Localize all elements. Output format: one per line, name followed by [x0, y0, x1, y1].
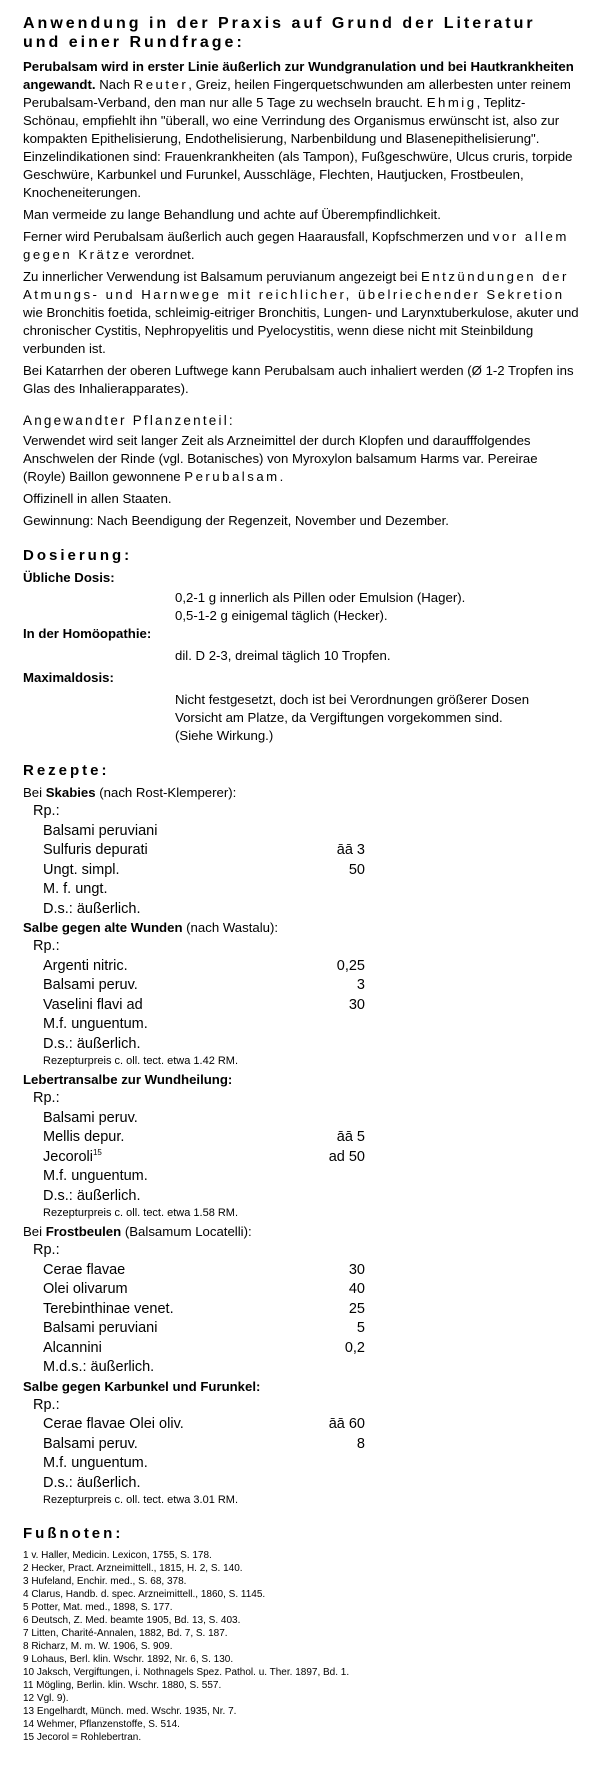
internal-text-2: wie Bronchitis foetida, schleimig-eitriger Bronchitis, Lungen- und Larynxtuberkulose, akuter und chronischer Cystitis, Nephropyelitis und Pyelocystitis, wenn diese nicht mit Steinbildung verbunden ist.: [23, 305, 579, 356]
ingredient-amount: 40: [348, 1281, 365, 1297]
footnote-item: 12 Vgl. 9).: [23, 1693, 69, 1704]
ingredient-name: Balsami peruviani: [43, 1320, 158, 1336]
max-dose-line-2: Vorsicht am Platze, da Vergiftungen vorgekommen sind.: [175, 710, 503, 725]
external-use-paragraph: [23, 228, 581, 264]
ingredient-row: M.f. unguentum.: [43, 1016, 148, 1032]
ingredient-row: [23, 1415, 581, 1435]
ingredient-name: [43, 1148, 283, 1168]
ingredient-amount: 5: [356, 1320, 365, 1336]
recipe-price: Rezepturpreis c. oll. tect. etwa 1.58 RM.: [43, 1207, 239, 1219]
footnote-item: 5 Potter, Mat. med., 1898, S. 177.: [23, 1602, 173, 1613]
intro-text-3: , Teplitz-Schönau, empfiehlt ihn "überall, wo eine Verrindung des Organismus erwünscht ist, also zur kompakten Epithelisierung, Endothelisierung, Narbenbildung und Blasenepithelisierung". Einzelindikationen sind: Frauenkrankheiten (als Tampon), Fußgeschwüre, Ulcus cruris, torpide Geschwüre, Karbunkel und Furunkel, Ausschläge, Flechten, Hautjucken, Frostbeulen, Knocheneiterungen.: [23, 95, 573, 200]
ingredient-name: Mellis depur.: [43, 1129, 125, 1145]
ingredient-row: [23, 1300, 581, 1320]
ingredient-amount: 50: [348, 861, 365, 878]
plant-part-paragraph: [23, 432, 581, 486]
footnote-item: 7 Litten, Charité-Annalen, 1882, Bd. 7, S. 187.: [23, 1628, 228, 1639]
ingredient-amount: 30: [348, 1261, 365, 1278]
recipe-price: Rezepturpreis c. oll. tect. etwa 1.42 RM.: [43, 1055, 239, 1067]
plant-part-section: [23, 412, 581, 530]
max-dose-line-3: (Siehe Wirkung.): [175, 728, 274, 743]
ingredient-row: D.s.: äußerlich.: [43, 900, 141, 917]
ingredient-row: Balsami peruviani: [43, 822, 158, 839]
ingredient-row: [23, 1148, 581, 1168]
footnote-item: 8 Richarz, M. m. W. 1906, S. 909.: [23, 1641, 173, 1652]
ingredient-name: Balsami peruv.: [43, 1435, 138, 1452]
ingredient-row: [23, 1280, 581, 1300]
footnote-item: 2 Hecker, Pract. Arzneimittell., 1815, H. 2, S. 140.: [23, 1563, 243, 1574]
ingredient-name: Cerae flavae Olei oliv.: [43, 1416, 184, 1432]
max-dose-line-1: Nicht festgesetzt, doch ist bei Verordnungen größerer Dosen: [175, 692, 530, 707]
usual-dose-line-2: 0,5-1-2 g einigemal täglich (Hecker).: [175, 608, 388, 623]
rp-label: Rp.:: [33, 803, 60, 819]
author-ehmig: Ehmig: [426, 95, 477, 110]
ingredient-list: [23, 1261, 581, 1378]
intro-bold-text: Perubalsam wird in erster Linie äußerlich zur Wundgranulation und bei Hautkrankheiten angewandt.: [23, 59, 574, 92]
footnote-item: 1 v. Haller, Medicin. Lexicon, 1755, S. 178.: [23, 1550, 212, 1561]
ingredient-amount: 0,2: [344, 1339, 365, 1356]
intro-paragraph: [23, 58, 581, 202]
footnote-item: 6 Deutsch, Z. Med. beamte 1905, Bd. 13, S. 403.: [23, 1615, 241, 1626]
footnote-list: [23, 1549, 581, 1744]
internal-text-1: Zu innerlicher Verwendung ist Balsamum peruvianum angezeigt bei: [23, 269, 422, 284]
ingredient-row: [23, 1319, 581, 1339]
ingredient-row: [23, 1261, 581, 1281]
recipe-cod-liver-ointment: [23, 1071, 581, 1221]
ingredient-row: [23, 957, 581, 977]
ingredient-list: [23, 1167, 581, 1206]
ingredient-row: M.f. unguentum.: [43, 1455, 148, 1471]
recipe-title: [23, 919, 581, 937]
recipe-title: [23, 1223, 581, 1241]
ingredient-name: Argenti nitric.: [43, 957, 128, 974]
max-dose-label: Maximaldosis:: [23, 670, 114, 685]
recipe-price: Rezepturpreis c. oll. tect. etwa 3.01 RM.: [43, 1494, 239, 1506]
harvest-note: Gewinnung: Nach Beendigung der Regenzeit, November und Dezember.: [23, 513, 449, 528]
footnote-item: 4 Clarus, Handb. d. spec. Arzneimittell., 1860, S. 1145.: [23, 1589, 266, 1600]
ingredient-list: [23, 1109, 581, 1148]
recipe-title-pre: Bei: [23, 1224, 46, 1239]
recipe-title: [23, 784, 581, 802]
recipe-title-post: (nach Rost-Klemperer):: [95, 785, 237, 800]
plant-text-2: .: [279, 469, 284, 484]
rp-label: Rp.:: [33, 1090, 60, 1106]
ingredient-amount: ad 50: [328, 1148, 365, 1165]
external-emphasis: vor allem gegen Krätze: [23, 229, 569, 262]
ingredient-list: [23, 822, 581, 920]
ingredient-name: Balsami peruv.: [43, 977, 138, 993]
recipe-title-bold: Salbe gegen Karbunkel und Furunkel:: [23, 1378, 261, 1394]
rp-label: Rp.:: [33, 938, 60, 954]
external-text-2: verordnet.: [131, 247, 195, 262]
ingredient-name: Ungt. simpl.: [43, 861, 120, 878]
dosage-heading: Dosierung:: [23, 547, 133, 564]
ingredient-row: M. f. ungt.: [43, 881, 108, 897]
author-reuter: Reuter: [133, 77, 189, 92]
footnote-item: 3 Hufeland, Enchir. med., S. 68, 378.: [23, 1576, 187, 1587]
plant-emphasis: Perubalsam: [184, 469, 280, 484]
ingredient-amount: āā 60: [328, 1416, 365, 1432]
page-title: Anwendung in der Praxis auf Grund der Literatur und einer Rundfrage:: [23, 15, 536, 51]
jecoroli-label: Jecoroli: [43, 1148, 93, 1165]
usual-dose-label: Übliche Dosis:: [23, 570, 115, 585]
external-text-1: Ferner wird Perubalsam äußerlich auch gegen Haarausfall, Kopfschmerzen und: [23, 229, 493, 244]
recipe-old-wounds: [23, 919, 581, 1069]
ingredient-name: Olei olivarum: [43, 1281, 128, 1297]
footnote-item: 15 Jecorol = Rohlebertran.: [23, 1732, 142, 1743]
recipe-title-bold: Frostbeulen: [45, 1224, 122, 1239]
ingredient-list: [23, 957, 581, 1055]
recipes-heading: Rezepte:: [23, 762, 110, 779]
recipe-title-bold: Salbe gegen alte Wunden: [23, 920, 183, 935]
footnote-item: 10 Jaksch, Vergiftungen, i. Nothnagels Spez. Pathol. u. Ther. 1897, Bd. 1.: [23, 1667, 350, 1678]
ingredient-row: D.s.: äußerlich.: [43, 1187, 141, 1204]
ingredient-amount: 8: [356, 1435, 365, 1452]
ingredient-row: [23, 861, 581, 881]
ingredient-row: M.d.s.: äußerlich.: [43, 1359, 155, 1375]
ingredient-amount: 25: [348, 1300, 365, 1317]
footnote-item: 9 Lohaus, Berl. klin. Wschr. 1892, Nr. 6, S. 130.: [23, 1654, 234, 1665]
rp-label: Rp.:: [33, 1242, 60, 1258]
ingredient-row: D.s.: äußerlich.: [43, 1474, 141, 1491]
ingredient-amount: 3: [356, 977, 365, 993]
footnote-item: 13 Engelhardt, Münch. med. Wschr. 1935, Nr. 7.: [23, 1706, 237, 1717]
intro-text-2: , Greiz, heilen Fingerquetschwunden am allerbesten unter reinem Perubalsam-Verband, den man nur alle 5 Tage zu wechseln braucht.: [23, 77, 571, 110]
ingredient-row: M.f. unguentum.: [43, 1168, 148, 1184]
footnote-item: 14 Wehmer, Pflanzenstoffe, S. 514.: [23, 1719, 180, 1730]
ingredient-amount: 30: [348, 996, 365, 1013]
recipe-title: [23, 1071, 581, 1089]
recipe-title-bold: Lebertransalbe zur Wundheilung:: [23, 1072, 233, 1087]
ingredient-row: [23, 976, 581, 996]
ingredient-name: Terebinthinae venet.: [43, 1300, 174, 1317]
internal-use-paragraph: [23, 268, 581, 358]
caution-paragraph: Man vermeide zu lange Behandlung und achte auf Überempfindlichkeit.: [23, 207, 441, 222]
rp-label: Rp.:: [33, 1396, 60, 1413]
recipe-carbuncle: [23, 1378, 581, 1509]
plant-part-heading: Angewandter Pflanzenteil:: [23, 413, 235, 428]
ingredient-row: [23, 841, 581, 861]
ingredient-row: [23, 1435, 581, 1455]
ingredient-row: Balsami peruv.: [43, 1109, 138, 1126]
recipe-frostbite: [23, 1223, 581, 1378]
official-note: Offizinell in allen Staaten.: [23, 491, 172, 506]
footnotes-heading: Fußnoten:: [23, 1525, 124, 1542]
internal-emphasis: Entzündungen der Atmungs- und Harnwege mit reichlicher, übelriechender Sekretion: [23, 269, 569, 302]
ingredient-row: [23, 996, 581, 1016]
ingredient-list: [23, 1415, 581, 1493]
ingredient-amount: 0,25: [336, 957, 365, 974]
ingredient-name: Alcannini: [43, 1339, 102, 1356]
usual-dose-line-1: 0,2-1 g innerlich als Pillen oder Emulsion (Hager).: [175, 590, 466, 605]
recipe-skabies: [23, 784, 581, 919]
inhalation-paragraph: Bei Katarrhen der oberen Luftwege kann Perubalsam auch inhaliert werden (Ø 1-2 Tropfen ins Glas des Inhalierapparates).: [23, 363, 574, 396]
recipes-section: [23, 761, 581, 1508]
recipe-title-bold: Skabies: [45, 785, 96, 800]
ingredient-amount: āā 3: [336, 842, 365, 858]
footnote-ref-15[interactable]: 15: [92, 1147, 102, 1157]
recipe-title: [23, 1378, 581, 1396]
homeopathy-label: In der Homöopathie:: [23, 626, 152, 641]
ingredient-name: Vaselini flavi ad: [43, 996, 143, 1013]
recipe-title-pre: Bei: [23, 785, 46, 800]
ingredient-row: D.s.: äußerlich.: [43, 1035, 141, 1052]
intro-text-1: Nach: [95, 77, 134, 92]
ingredient-name: Sulfuris depurati: [43, 842, 148, 858]
ingredient-row: [23, 1339, 581, 1359]
dosage-section: [23, 546, 581, 745]
recipe-title-post: (Balsamum Locatelli):: [121, 1224, 252, 1239]
homeopathy-dose: dil. D 2-3, dreimal täglich 10 Tropfen.: [175, 648, 391, 663]
footnotes-section: [23, 1524, 581, 1744]
ingredient-name: Cerae flavae: [43, 1261, 126, 1278]
footnote-item: 11 Mögling, Berlin. klin. Wschr. 1880, S. 557.: [23, 1680, 222, 1691]
plant-text-1: Verwendet wird seit langer Zeit als Arzneimittel der durch Klopfen und daraufffolgendes Anschwelen der Rinde (vgl. Botanisches) von Myroxylon balsamum Harms var. Pereirae (Royle) Baillon gewonnene: [23, 433, 538, 484]
ingredient-row: [23, 1128, 581, 1148]
ingredient-amount: āā 5: [336, 1129, 365, 1145]
recipe-title-post: (nach Wastalu):: [182, 920, 279, 935]
